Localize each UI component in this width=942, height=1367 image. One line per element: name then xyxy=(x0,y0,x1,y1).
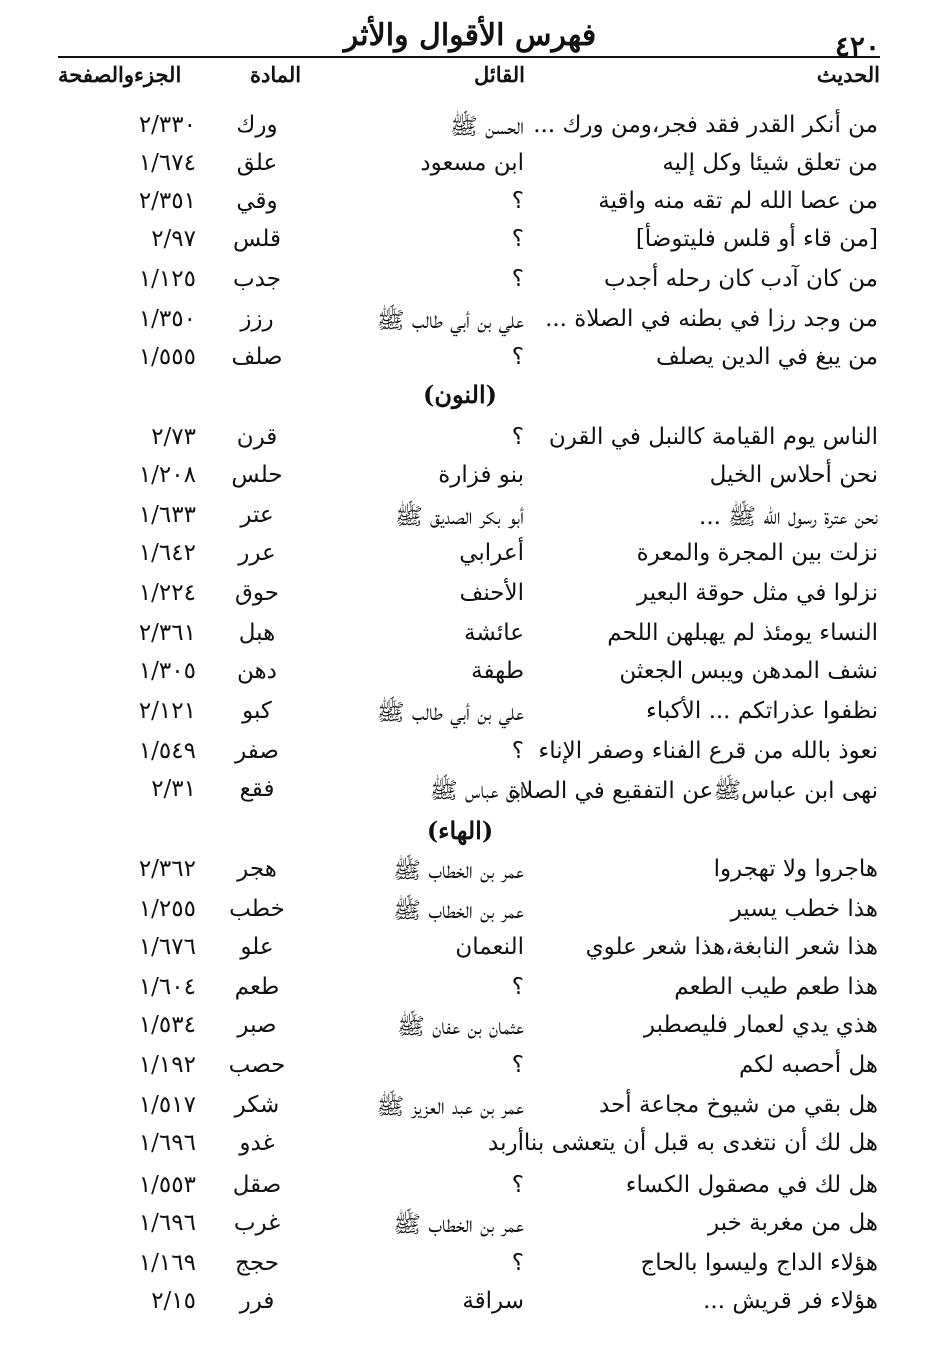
table-row xyxy=(0,1172,942,1208)
root-entry: صقل xyxy=(232,1172,282,1198)
hadith-text: هذي يدي لعمار فليصطبر xyxy=(643,1012,878,1038)
hadith-text: هؤلاء الداج وليسوا بالحاج xyxy=(640,1250,878,1276)
sayer-name: أعرابي xyxy=(459,540,524,566)
volume-page-ref: ٢/١٢١ xyxy=(138,698,196,724)
sayer-name: ابن عباس ﷺ xyxy=(429,778,524,804)
hadith-text: نشف المدهن ويبس الجعثن xyxy=(619,658,878,684)
root-entry: رزز xyxy=(240,306,274,332)
sayer-name: عائشة xyxy=(464,620,524,646)
hadith-text: هل لك أن نتغدى به قبل أن يتعشى بنا xyxy=(523,1130,878,1156)
sayer-name: بنو فزارة xyxy=(438,462,524,488)
table-row xyxy=(0,974,942,1010)
hadith-text: هاجروا ولا تهجروا xyxy=(713,856,878,882)
table-row xyxy=(0,424,942,460)
table-row xyxy=(0,226,942,262)
sayer-name: علي بن أبي طالب ﷺ xyxy=(376,308,524,334)
root-entry: علق xyxy=(236,150,278,176)
sayer-name: ؟ xyxy=(511,344,524,370)
table-row xyxy=(0,776,942,812)
sayer-name: ؟ xyxy=(511,1250,524,1276)
hadith-text: هل بقي من شيوخ مجاعة أحد xyxy=(599,1092,878,1118)
sayer-name: النعمان xyxy=(455,934,524,960)
table-row xyxy=(0,620,942,656)
hadith-text: نعوذ بالله من قرع الفناء وصفر الإناء xyxy=(538,738,878,764)
table-row xyxy=(0,1250,942,1286)
table-row xyxy=(0,1288,942,1324)
volume-page-ref: ١/٥٥٥ xyxy=(138,344,196,370)
root-entry: حجج xyxy=(235,1250,279,1276)
table-row xyxy=(0,266,942,302)
root-entry: صفر xyxy=(235,738,279,764)
volume-page-ref: ٢/٣٣٠ xyxy=(138,112,196,138)
volume-page-ref: ١/٢٠٨ xyxy=(138,462,196,488)
sayer-name: عثمان بن عفان ﷺ xyxy=(397,1014,524,1040)
volume-page-ref: ١/١٩٢ xyxy=(138,1052,196,1078)
hadith-text: النساء يومئذ لم يهبلهن اللحم xyxy=(607,620,878,646)
table-row xyxy=(0,856,942,892)
sayer-name: أربد xyxy=(488,1130,524,1156)
table-row xyxy=(0,1012,942,1048)
sayer-name: ؟ xyxy=(511,266,524,292)
hadith-text: هل أحصبه لكم xyxy=(738,1052,878,1078)
root-entry: فقع xyxy=(239,776,275,802)
section-heading: (الهاء) xyxy=(426,816,494,845)
sayer-name: ؟ xyxy=(511,188,524,214)
hadith-text: نحن عترة رسول الله ﷺ ... xyxy=(699,504,878,530)
sayer-name: ؟ xyxy=(511,974,524,1000)
table-row xyxy=(0,306,942,342)
column-header-hadith: الحديث xyxy=(816,62,880,87)
hadith-text: نزلوا في مثل حوقة البعير xyxy=(637,580,878,606)
hadith-text: هذا شعر النابغة،هذا شعر علوي xyxy=(585,934,878,960)
table-row xyxy=(0,150,942,186)
root-entry: دهن xyxy=(237,658,277,684)
volume-page-ref: ١/١٢٥ xyxy=(138,266,196,292)
root-entry: حلس xyxy=(231,462,283,488)
section-heading: (النون) xyxy=(423,380,497,409)
volume-page-ref: ١/٦٣٣ xyxy=(138,502,196,528)
hadith-text: من أنكر القدر فقد فجر،ومن ورك ... xyxy=(533,112,878,138)
root-entry: صبر xyxy=(237,1012,277,1038)
root-entry: صلف xyxy=(231,344,283,370)
hadith-text: هل لك في مصقول الكساء xyxy=(625,1172,878,1198)
hadith-text: هذا خطب يسير xyxy=(730,896,878,922)
root-entry: غرب xyxy=(233,1210,281,1236)
volume-page-ref: ١/٦٠٤ xyxy=(138,974,196,1000)
hadith-text: نزلت بين المجرة والمعرة xyxy=(636,540,878,566)
root-entry: هبل xyxy=(238,620,276,646)
volume-page-ref: ١/٥٣٤ xyxy=(138,1012,196,1038)
volume-page-ref: ٢/٣٦٢ xyxy=(138,856,196,882)
hadith-text: من كان آدب كان رحله أجدب xyxy=(604,266,878,292)
column-header-qail: القائل xyxy=(474,62,526,87)
table-row xyxy=(0,1130,942,1166)
table-row xyxy=(0,112,942,148)
volume-page-ref: ١/٢٥٥ xyxy=(138,896,196,922)
sayer-name: عمر بن عبد العزيز ﷺ xyxy=(376,1094,524,1120)
hadith-text: نظفوا عذراتكم ... الأكباء xyxy=(646,698,878,724)
root-entry: خطب xyxy=(229,896,285,922)
hadith-text: نهى ابن عباسﷺعن التفقيع في الصلاة xyxy=(508,778,878,804)
sayer-name: عمر بن الخطاب ﷺ xyxy=(393,858,524,884)
sayer-name: الحسن ﷺ xyxy=(450,114,524,140)
sayer-name: ؟ xyxy=(511,424,524,450)
root-entry: قرن xyxy=(236,424,278,450)
root-entry: جدب xyxy=(233,266,281,292)
volume-page-ref: ٢/٣٦١ xyxy=(138,620,196,646)
volume-page-ref: ٢/٣١ xyxy=(151,776,196,802)
column-header-page: الجزءوالصفحة xyxy=(58,62,182,87)
volume-page-ref: ٢/٩٧ xyxy=(151,226,196,252)
table-row xyxy=(0,1210,942,1246)
hadith-text: [من قاء أو قلس فليتوضأ] xyxy=(635,226,878,252)
root-entry: غدو xyxy=(239,1130,275,1156)
sayer-name: عمر بن الخطاب ﷺ xyxy=(393,898,524,924)
table-row xyxy=(0,896,942,932)
table-row xyxy=(0,344,942,380)
root-entry: علو xyxy=(240,934,274,960)
hadith-text: من عصا الله لم تقه منه واقية xyxy=(598,188,878,214)
root-entry: كبو xyxy=(242,698,272,724)
hadith-text: هؤلاء فر قريش ... xyxy=(703,1288,878,1314)
volume-page-ref: ٢/١٥ xyxy=(151,1288,196,1314)
sayer-name: ؟ xyxy=(511,1172,524,1198)
hadith-text: هل من مغربة خبر xyxy=(708,1210,878,1236)
hadith-text: نحن أحلاس الخيل xyxy=(709,462,878,488)
root-entry: شكر xyxy=(234,1092,280,1118)
hadith-text: هذا طعم طيب الطعم xyxy=(674,974,878,1000)
sayer-name: ابن مسعود xyxy=(420,150,524,176)
sayer-name: ؟ xyxy=(511,738,524,764)
volume-page-ref: ١/٦٩٦ xyxy=(138,1210,196,1236)
table-row xyxy=(0,698,942,734)
page-title: فهرس الأقوال والأثر xyxy=(343,18,597,53)
sayer-name: ؟ xyxy=(511,1052,524,1078)
root-entry: وقي xyxy=(236,188,278,214)
root-entry: عرر xyxy=(238,540,276,566)
sayer-name: سراقة xyxy=(462,1288,524,1314)
sayer-name: أبو بكر الصديق ﷺ xyxy=(394,504,524,530)
volume-page-ref: ١/٦٩٦ xyxy=(138,1130,196,1156)
volume-page-ref: ١/٣٥٠ xyxy=(138,306,196,332)
volume-page-ref: ١/١٦٩ xyxy=(138,1250,196,1276)
sayer-name: ؟ xyxy=(511,226,524,252)
hadith-text: من يبغ في الدين يصلف xyxy=(656,344,878,370)
root-entry: عتر xyxy=(240,502,274,528)
table-row xyxy=(0,658,942,694)
root-entry: ورك xyxy=(236,112,278,138)
table-row xyxy=(0,540,942,576)
root-entry: حصب xyxy=(228,1052,286,1078)
root-entry: قلس xyxy=(233,226,281,252)
root-entry: هجر xyxy=(237,856,277,882)
table-row xyxy=(0,502,942,538)
hadith-text: من تعلق شيئا وكل إليه xyxy=(662,150,878,176)
hadith-text: الناس يوم القيامة كالنبل في القرن xyxy=(548,424,878,450)
root-entry: طعم xyxy=(234,974,280,1000)
sayer-name: الأحنف xyxy=(459,580,524,606)
column-header-madda: المادة xyxy=(250,62,302,87)
volume-page-ref: ١/٥٤٩ xyxy=(138,738,196,764)
table-row xyxy=(0,188,942,224)
table-row xyxy=(0,934,942,970)
volume-page-ref: ١/٦٧٦ xyxy=(138,934,196,960)
sayer-name: عمر بن الخطاب ﷺ xyxy=(393,1212,524,1238)
table-row xyxy=(0,1052,942,1088)
volume-page-ref: ١/٢٢٤ xyxy=(138,580,196,606)
sayer-name: طهفة xyxy=(471,658,524,684)
volume-page-ref: ١/٣٠٥ xyxy=(138,658,196,684)
table-row xyxy=(0,462,942,498)
volume-page-ref: ١/٦٤٢ xyxy=(138,540,196,566)
volume-page-ref: ٢/٧٣ xyxy=(151,424,196,450)
root-entry: حوق xyxy=(235,580,279,606)
volume-page-ref: ٢/٣٥١ xyxy=(138,188,196,214)
table-row xyxy=(0,580,942,616)
volume-page-ref: ١/٦٧٤ xyxy=(138,150,196,176)
volume-page-ref: ١/٥١٧ xyxy=(138,1092,196,1118)
root-entry: فرر xyxy=(239,1288,275,1314)
volume-page-ref: ١/٥٥٣ xyxy=(138,1172,196,1198)
sayer-name: علي بن أبي طالب ﷺ xyxy=(376,700,524,726)
table-row xyxy=(0,1092,942,1128)
table-row xyxy=(0,738,942,774)
hadith-text: من وجد رزا في بطنه في الصلاة ... xyxy=(545,306,878,332)
page-number: ٤٢٠ xyxy=(834,30,880,63)
